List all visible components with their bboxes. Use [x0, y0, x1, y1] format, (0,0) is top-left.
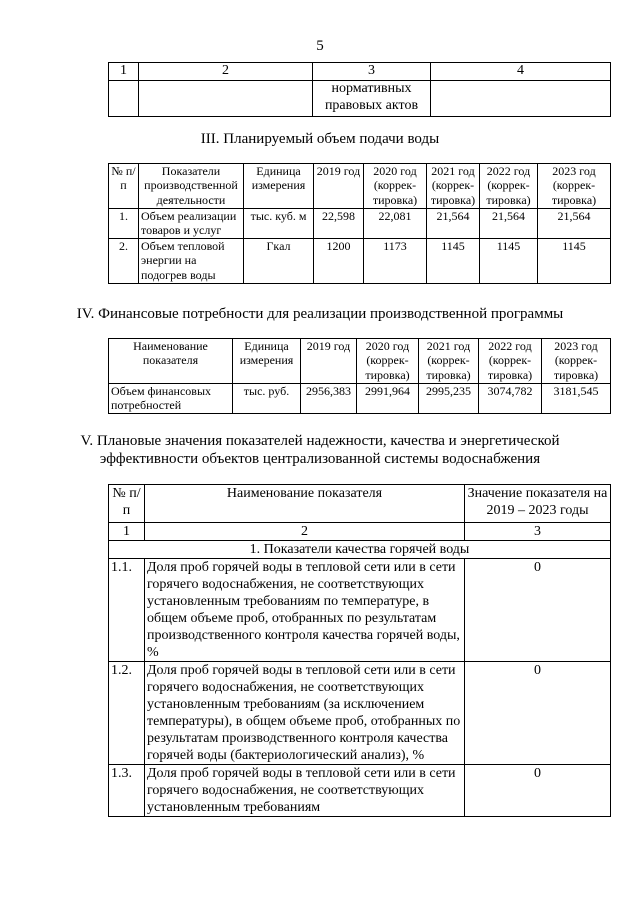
table-cell [431, 80, 611, 116]
column-header: Наименование показателя [109, 339, 233, 384]
column-header: Единица измерения [244, 164, 314, 209]
table-cell: 0 [465, 559, 611, 662]
page-number: 5 [316, 38, 324, 54]
water-supply-table [108, 163, 611, 284]
section4-title: IV. Финансовые потребности для реализации производственной программы [76, 306, 564, 322]
column-header: 2021 год (коррек-тировка) [427, 164, 480, 209]
table-row [109, 559, 611, 662]
table-cell: 21,564 [427, 209, 480, 239]
table-cell: нормативных правовых актов [313, 80, 431, 116]
table-cell: Доля проб горячей воды в тепловой сети или в сети горячего водоснабжения, не соответствующих установленным требованиям по температуре, в общем объеме проб, отобранных по результатам производственного контроля качества горячей воды, % [145, 559, 465, 662]
table-cell: тыс. куб. м [244, 209, 314, 239]
table-cell: 1200 [314, 239, 364, 284]
table-header-row [109, 164, 611, 209]
column-header: 2023 год (коррек-тировка) [542, 339, 611, 384]
column-header: 2021 год (коррек-тировка) [419, 339, 479, 384]
column-header: 2020 год (коррек-тировка) [364, 164, 427, 209]
table-row [109, 80, 611, 116]
table-cell: Доля проб горячей воды в тепловой сети или в сети горячего водоснабжения, не соответствующих установленным требованиям [145, 765, 465, 817]
table-cell: 21,564 [538, 209, 611, 239]
table-cell: Объем тепловой энергии на подогрев воды [139, 239, 244, 284]
table-cell: 2 [139, 63, 313, 81]
table-cell: 1.2. [109, 662, 145, 765]
table-cell: 3074,782 [479, 384, 542, 414]
indicators-table [108, 484, 611, 817]
section3-title: III. Планируемый объем подачи воды [200, 131, 440, 147]
column-header: № п/п [109, 164, 139, 209]
table-cell: 1145 [427, 239, 480, 284]
table-group-row [109, 541, 611, 559]
table-row [109, 662, 611, 765]
table-cell: 1145 [480, 239, 538, 284]
table-cell: 1173 [364, 239, 427, 284]
table-cell: 0 [465, 765, 611, 817]
table-cell: 2 [145, 523, 465, 541]
table-cell: 1 [109, 63, 139, 81]
table-cell [109, 80, 139, 116]
table-row [109, 765, 611, 817]
table-cell: 1. [109, 209, 139, 239]
table-cell: 4 [431, 63, 611, 81]
table-cell: 1.1. [109, 559, 145, 662]
column-header: 2019 год [314, 164, 364, 209]
table-row [109, 209, 611, 239]
table-cell: 3 [313, 63, 431, 81]
table-cell: 3181,545 [542, 384, 611, 414]
table-cell: Гкал [244, 239, 314, 284]
table-cell: 1.3. [109, 765, 145, 817]
column-header: 2022 год (коррек-тировка) [479, 339, 542, 384]
table-cell: 2995,235 [419, 384, 479, 414]
table-row [109, 384, 611, 414]
column-header: 2022 год (коррек-тировка) [480, 164, 538, 209]
table-cell: 2956,383 [301, 384, 357, 414]
table-header-row [109, 339, 611, 384]
column-header: Значение показателя на 2019 – 2023 годы [465, 485, 611, 523]
financial-needs-table [108, 338, 611, 414]
table-cell: 22,598 [314, 209, 364, 239]
column-header: Наименование показателя [145, 485, 465, 523]
column-header: 2019 год [301, 339, 357, 384]
table-cell: 2991,964 [357, 384, 419, 414]
table-cell: 1145 [538, 239, 611, 284]
table-cell: 1 [109, 523, 145, 541]
group-header: 1. Показатели качества горячей воды [109, 541, 611, 559]
table-cell: Объем финансовых потребностей [109, 384, 233, 414]
column-header: № п/п [109, 485, 145, 523]
table-cell: Доля проб горячей воды в тепловой сети или в сети горячего водоснабжения, не соответствующих установленным требованиям (за исключением температуры), в общем объеме проб, отобранных по результатам производственного контроля качества горячей воды (бактериологический анализ), % [145, 662, 465, 765]
table-cell: 2. [109, 239, 139, 284]
table-cell: 3 [465, 523, 611, 541]
table-row [109, 523, 611, 541]
column-header: 2020 год (коррек-тировка) [357, 339, 419, 384]
section5-title-line1: V. Плановые значения показателей надежности, качества и энергетической [80, 433, 560, 449]
column-header: Единица измерения [233, 339, 301, 384]
table-row [109, 63, 611, 81]
table-cell: тыс. руб. [233, 384, 301, 414]
table-row [109, 239, 611, 284]
table-cell: Объем реализации товаров и услуг [139, 209, 244, 239]
table-header-row [109, 485, 611, 523]
top-table [108, 62, 611, 117]
table-cell: 0 [465, 662, 611, 765]
column-header: 2023 год (коррек-тировка) [538, 164, 611, 209]
table-cell [139, 80, 313, 116]
column-header: Показатели производственной деятельности [139, 164, 244, 209]
table-cell: 22,081 [364, 209, 427, 239]
section5-title-line2: эффективности объектов централизованной системы водоснабжения [99, 451, 541, 467]
table-cell: 21,564 [480, 209, 538, 239]
